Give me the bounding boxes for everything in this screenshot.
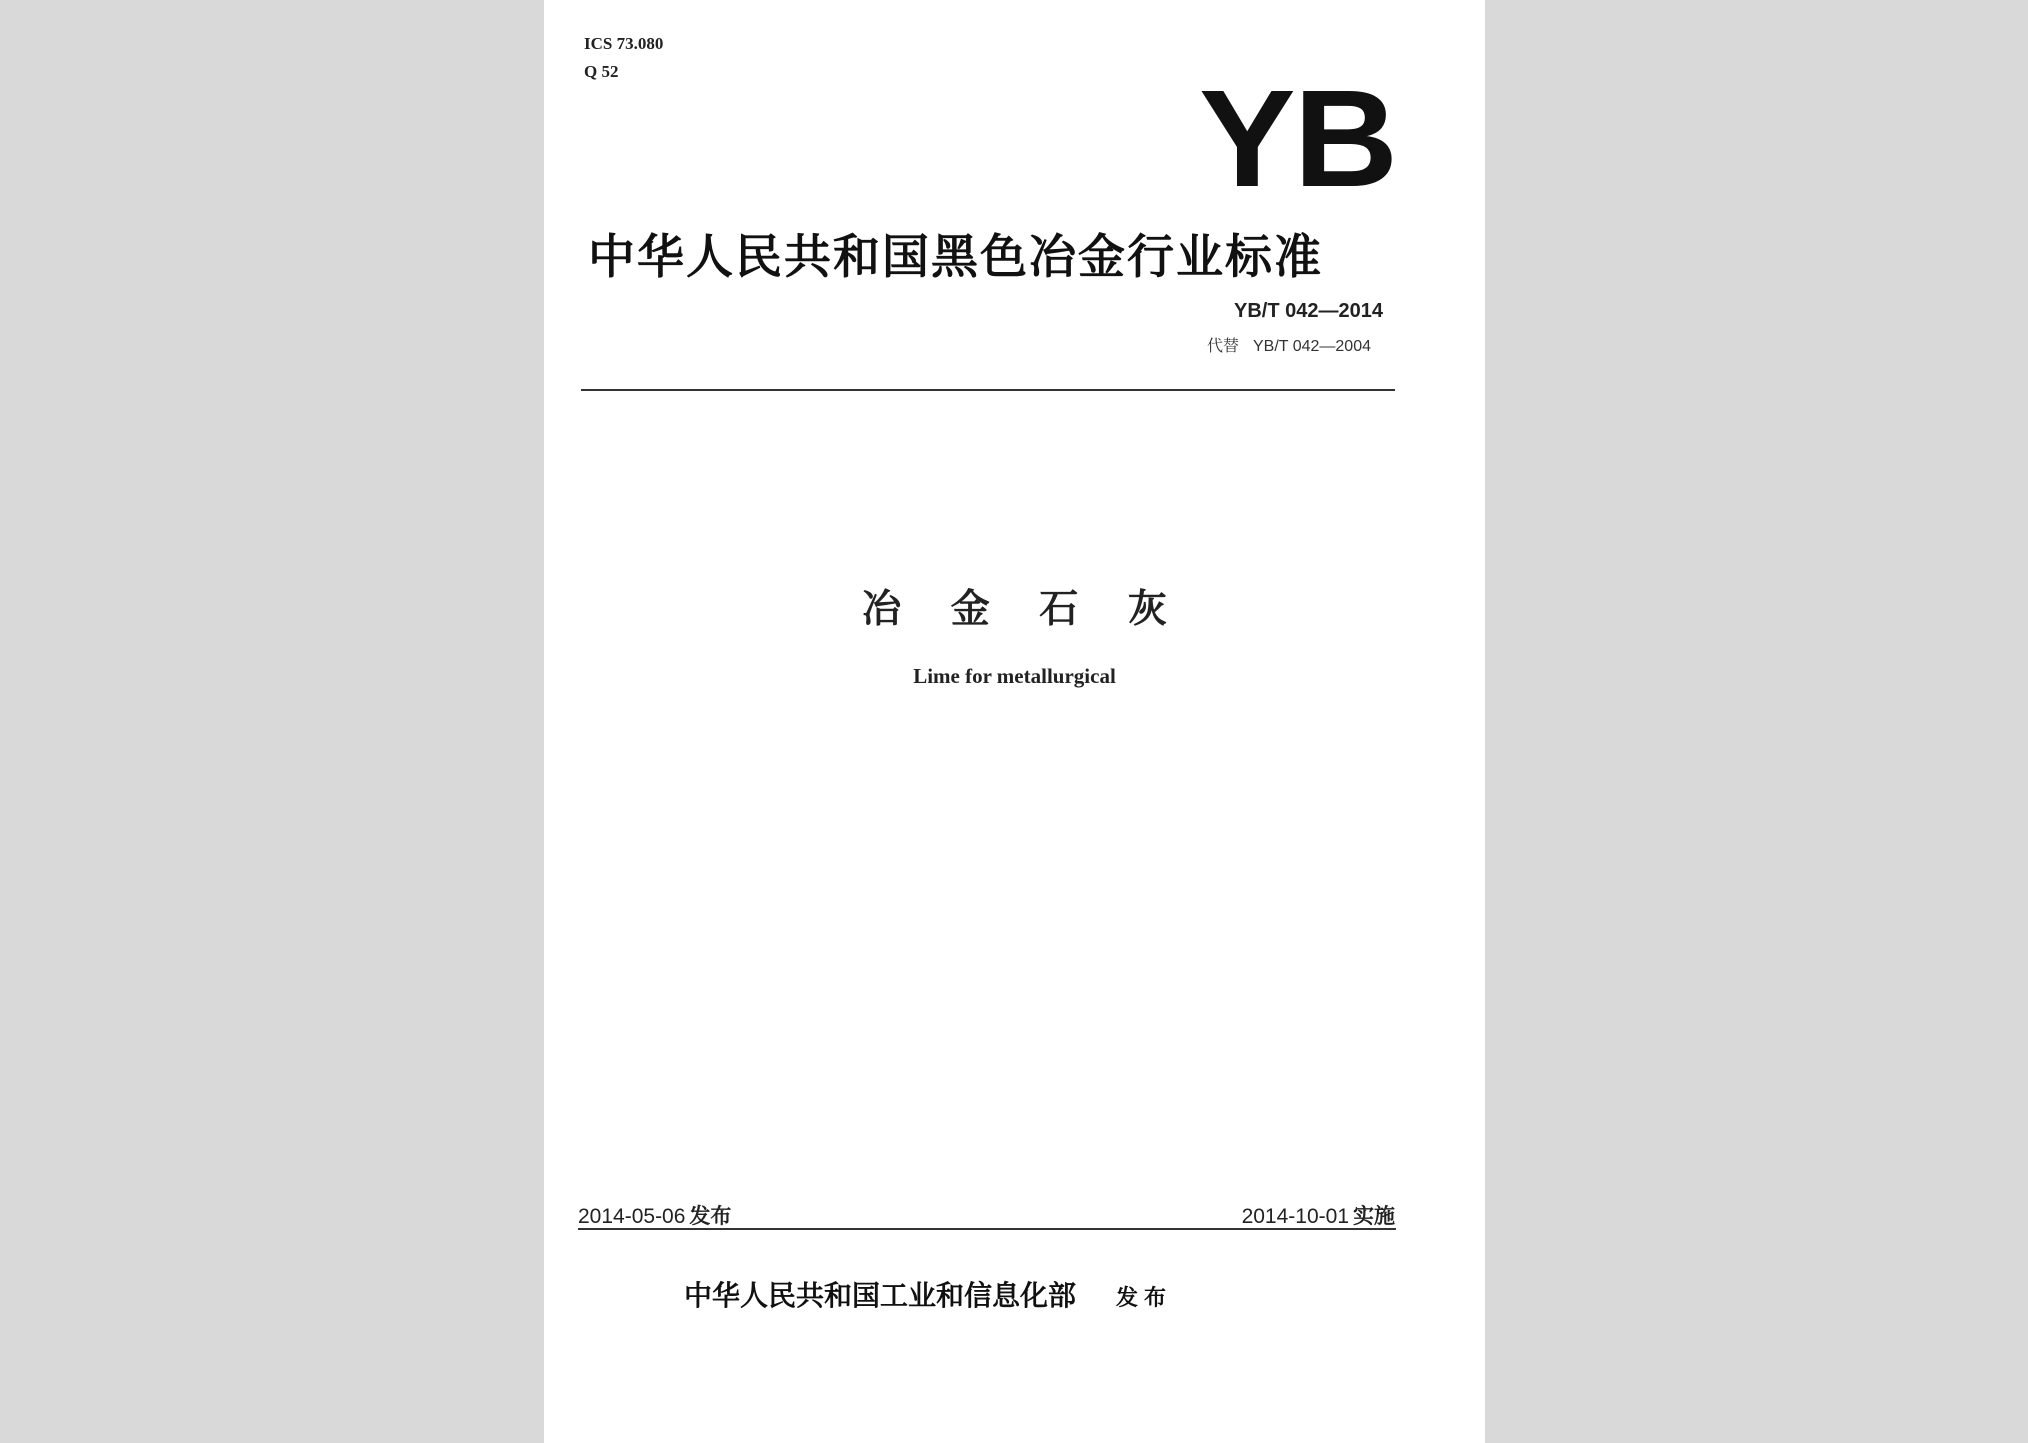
ics-code: ICS 73.080 [584,34,664,53]
publisher-name: 中华人民共和国工业和信息化部 [684,1279,1077,1312]
standard-number: YB/T 042—2014 [1234,300,1383,322]
replaces-number: YB/T 042—2004 [1252,338,1371,355]
issue-date-line [578,1200,731,1230]
footer-divider [578,1228,1396,1230]
ccs-code: Q 52 [584,62,619,81]
replaces-label: 代替 [1206,338,1239,355]
implement-date-line [1242,1200,1395,1230]
issue-label: 发布 [689,1204,732,1228]
issue-date: 2014-05-06 [578,1205,686,1228]
organization-title: 中华人民共和国黑色冶金行业标准 [588,230,1323,285]
document-title: 冶 金 石 灰 [862,587,1185,632]
publisher-line [684,1274,1172,1314]
implement-date: 2014-10-01 [1241,1205,1349,1228]
document-page [544,0,1485,1443]
document-subtitle: Lime for metallurgical [913,664,1116,688]
replaces-line [1207,333,1371,356]
yb-logo: YB [1199,62,1397,216]
publisher-action: 发布 [1116,1286,1173,1311]
implement-label: 实施 [1353,1204,1395,1228]
header-divider [581,389,1395,391]
